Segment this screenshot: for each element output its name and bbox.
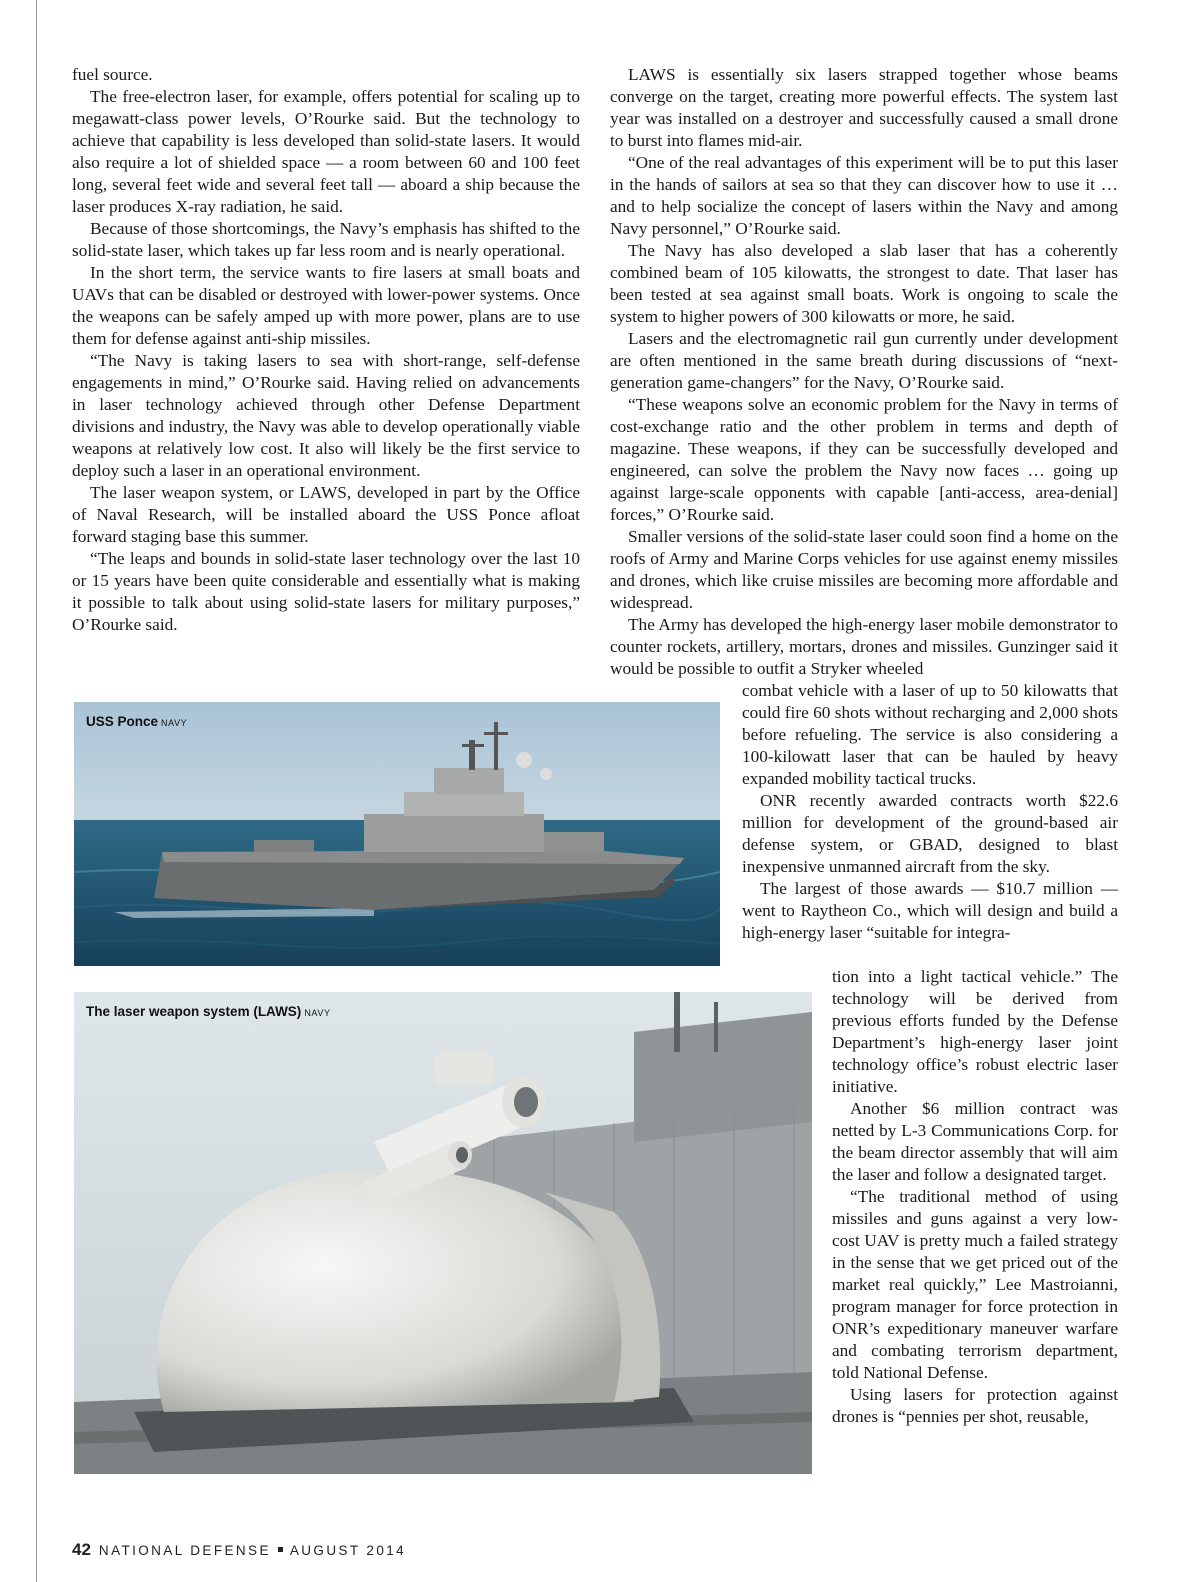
article-column-right-wrap (742, 680, 1118, 944)
photo-caption (86, 1004, 331, 1019)
paragraph: “One of the real advantages of this experiment will be to put this laser in the hands of sailors at sea so that they can discover how to use it … and to help socialize the concept of lasers within the Navy and among Navy personnel,” O’Rourke said. (610, 153, 1118, 238)
paragraph: LAWS is essentially six lasers strapped together whose beams converge on the target, creating more powerful effects. The system last year was installed on a destroyer and successfully caused a small drone to burst into flames mid-air. (610, 65, 1118, 150)
paragraph: Because of those shortcomings, the Navy’s emphasis has shifted to the solid-state laser, which takes up far less room and is nearly operational. (72, 219, 580, 260)
photo-credit: NAVY (161, 718, 188, 728)
laser-weapon-illustration (74, 992, 812, 1474)
paragraph: Smaller versions of the solid-state laser could soon find a home on the roofs of Army and Marine Corps vehicles for use against enemy missiles and drones, which like cruise missiles are becoming more affordable and widespread. (610, 527, 1118, 612)
ship-illustration (74, 702, 720, 966)
paragraph: fuel source. (72, 65, 153, 84)
article-column-left (72, 64, 580, 636)
paragraph: The largest of those awards — $10.7 million — went to Raytheon Co., which will design and build a high-energy laser “suitable for integra- (742, 879, 1118, 942)
paragraph: The free-electron laser, for example, offers potential for scaling up to megawatt-class power levels, O’Rourke said. But the technology to achieve that capability is less developed than solid-state lasers. It would also require a lot of shielded space — a room between 60 and 100 feet long, several feet wide and several feet tall — aboard a ship because the laser produces X-ray radiation, he said. (72, 87, 580, 216)
paragraph: Using lasers for protection against drones is “pennies per shot, reusable, (832, 1385, 1118, 1426)
paragraph: Lasers and the electromagnetic rail gun currently under development are often mentioned in the same breath during discussions of “next-generation game-changers” for the Navy, O’Rourke said. (610, 329, 1118, 392)
paragraph: The Navy has also developed a slab laser that has a coherently combined beam of 105 kilowatts, the strongest to date. That laser has been tested at sea against small boats. Work is ongoing to scale the system to higher powers of 300 kilowatts or more, he said. (610, 241, 1118, 326)
paragraph: In the short term, the service wants to fire lasers at small boats and UAVs that can be disabled or destroyed with lower-power systems. Once the weapons can be safely amped up with more power, plans are to use them for defense against anti-ship missiles. (72, 263, 580, 348)
paragraph: Another $6 million contract was netted by L-3 Communications Corp. for the beam director assembly that will aim the laser and follow a designated target. (832, 1099, 1118, 1184)
page-number: 42 (72, 1540, 91, 1559)
article-column-right-narrow (832, 966, 1118, 1428)
paragraph: “These weapons solve an economic problem for the Navy in terms of cost-exchange ratio and the other problem in terms and depth of magazine. These weapons, if they can be successfully developed and engineered, can solve the problem the Navy now faces … going up against large-scale opponents with capable [anti-access, area-denial] forces,” O’Rourke said. (610, 395, 1118, 524)
paragraph: ONR recently awarded contracts worth $22.6 million for development of the ground-based air defense system, or GBAD, designed to blast inexpensive unmanned aircraft from the sky. (742, 791, 1118, 876)
page-footer (72, 1540, 406, 1560)
article-column-right (610, 64, 1118, 680)
paragraph: “The traditional method of using missiles and guns against a very low-cost UAV is pretty much a failed strategy in the sense that we get priced out of the market real quickly,” Lee Mastroianni, program manager for force protection in ONR’s expeditionary maneuver warfare and combating terrorism department, told National Defense. (832, 1187, 1118, 1382)
photo-caption (86, 714, 187, 729)
uss-ponce-photo (74, 702, 720, 966)
paragraph: combat vehicle with a laser of up to 50 kilowatts that could fire 60 shots without recharging and 2,000 shots before refueling. The service is also considering a 100-kilowatt laser that can be hauled by heavy expanded mobility tactical trucks. (742, 681, 1118, 788)
separator-square-icon (278, 1547, 283, 1552)
caption-title: The laser weapon system (LAWS) (86, 1004, 302, 1019)
paragraph: tion into a light tactical vehicle.” The technology will be derived from previous efforts funded by the Defense Department’s high-energy laser joint technology office’s robust electric laser initiative. (832, 967, 1118, 1096)
laws-photo (74, 992, 812, 1474)
caption-title: USS Ponce (86, 714, 159, 729)
page-margin-rule (36, 0, 37, 1582)
paragraph: The laser weapon system, or LAWS, developed in part by the Office of Naval Research, will be installed aboard the USS Ponce afloat forward staging base this summer. (72, 483, 580, 546)
paragraph: “The Navy is taking lasers to sea with short-range, self-defense engagements in mind,” O’Rourke said. Having relied on advancements in laser technology achieved through other Defense Department divisions and industry, the Navy was able to develop operationally viable weapons at relatively low cost. It also will likely be the first service to deploy such a laser in an operational environment. (72, 351, 580, 480)
paragraph: The Army has developed the high-energy laser mobile demonstrator to counter rockets, artillery, mortars, drones and missiles. Gunzinger said it would be possible to outfit a Stryker wheeled (610, 615, 1118, 678)
photo-credit: NAVY (304, 1008, 331, 1018)
paragraph: “The leaps and bounds in solid-state laser technology over the last 10 or 15 years have been quite considerable and essentially what is making it possible to talk about using solid-state lasers for military purposes,” O’Rourke said. (72, 549, 580, 634)
publication-name: NATIONAL DEFENSE (98, 1543, 271, 1558)
issue-date: AUGUST 2014 (289, 1543, 407, 1558)
